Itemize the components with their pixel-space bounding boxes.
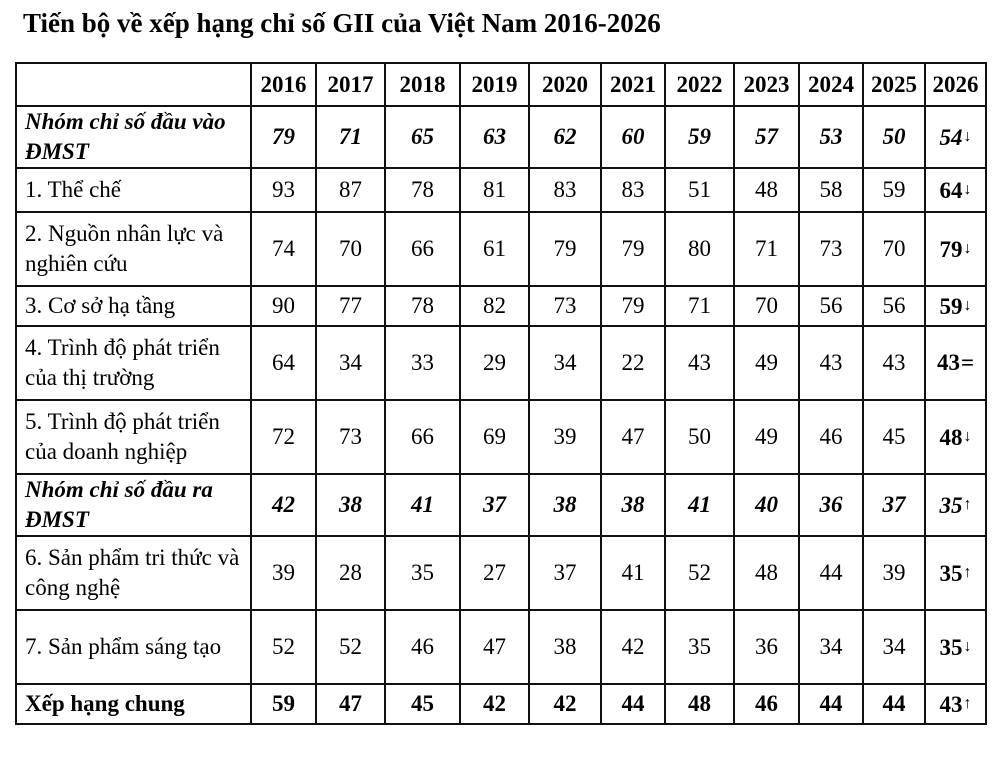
rank-cell-2022: 43 <box>665 326 734 400</box>
rank-cell-2020: 38 <box>529 610 601 684</box>
rank-value: 43 <box>939 691 963 717</box>
column-header-2024: 2024 <box>799 63 863 106</box>
rank-cell-2022: 48 <box>665 684 734 724</box>
rank-cell-2019: 47 <box>460 610 529 684</box>
table-row <box>16 400 986 474</box>
rank-cell-2021: 79 <box>601 286 665 326</box>
rank-cell-2020: 37 <box>529 536 601 610</box>
rank-cell-2023: 49 <box>734 400 799 474</box>
trend-down-icon: ↓ <box>963 637 972 655</box>
rank-cell-2018: 66 <box>385 212 460 286</box>
rank-cell-2023: 48 <box>734 536 799 610</box>
trend-up-icon: ↑ <box>963 563 972 581</box>
rank-cell-2019: 69 <box>460 400 529 474</box>
rank-value: 79 <box>939 236 963 262</box>
rank-cell-2018: 78 <box>385 168 460 212</box>
rank-cell-2025: 34 <box>863 610 925 684</box>
rank-cell-2017: 28 <box>316 536 385 610</box>
column-header-2016: 2016 <box>251 63 316 106</box>
rank-cell-2018: 46 <box>385 610 460 684</box>
trend-down-icon: ↓ <box>963 127 972 145</box>
rank-cell-2023: 36 <box>734 610 799 684</box>
rank-cell-2021: 60 <box>601 106 665 168</box>
rank-cell-2022: 35 <box>665 610 734 684</box>
rank-cell-2021: 83 <box>601 168 665 212</box>
rank-cell-2021: 22 <box>601 326 665 400</box>
rank-value: 43 <box>936 350 960 375</box>
rank-cell-2019: 29 <box>460 326 529 400</box>
rank-cell-2020: 73 <box>529 286 601 326</box>
rank-cell-2018: 78 <box>385 286 460 326</box>
rank-cell-2018: 41 <box>385 474 460 536</box>
rank-cell-2026 <box>925 610 986 684</box>
row-label: Nhóm chỉ số đầu vào ĐMST <box>16 106 251 168</box>
rank-cell-2019: 61 <box>460 212 529 286</box>
trend-down-icon: ↓ <box>963 427 972 445</box>
rank-cell-2016: 59 <box>251 684 316 724</box>
rank-cell-2022: 59 <box>665 106 734 168</box>
rank-cell-2022: 50 <box>665 400 734 474</box>
rank-cell-2016: 52 <box>251 610 316 684</box>
rank-cell-2024: 44 <box>799 684 863 724</box>
rank-cell-2024: 46 <box>799 400 863 474</box>
rank-cell-2026 <box>925 286 986 326</box>
column-header-2017: 2017 <box>316 63 385 106</box>
rank-cell-2016: 42 <box>251 474 316 536</box>
rank-cell-2017: 34 <box>316 326 385 400</box>
rank-value: 35 <box>939 492 963 518</box>
rank-cell-2019: 63 <box>460 106 529 168</box>
rank-cell-2016: 39 <box>251 536 316 610</box>
rank-cell-2019: 37 <box>460 474 529 536</box>
rank-cell-2022: 51 <box>665 168 734 212</box>
table-row <box>16 536 986 610</box>
rank-cell-2020: 83 <box>529 168 601 212</box>
rank-cell-2023: 49 <box>734 326 799 400</box>
rank-cell-2023: 57 <box>734 106 799 168</box>
row-label: Xếp hạng chung <box>16 684 251 724</box>
rank-cell-2021: 42 <box>601 610 665 684</box>
row-label: 2. Nguồn nhân lực và nghiên cứu <box>16 212 251 286</box>
trend-up-icon: ↑ <box>963 694 972 712</box>
rank-cell-2023: 70 <box>734 286 799 326</box>
rank-cell-2017: 70 <box>316 212 385 286</box>
rank-cell-2019: 42 <box>460 684 529 724</box>
rank-cell-2018: 65 <box>385 106 460 168</box>
trend-up-icon: ↑ <box>963 495 972 513</box>
column-header-2023: 2023 <box>734 63 799 106</box>
rank-cell-2026 <box>925 326 986 400</box>
rank-cell-2019: 82 <box>460 286 529 326</box>
rank-cell-2016: 90 <box>251 286 316 326</box>
row-label: Nhóm chỉ số đầu ra ĐMST <box>16 474 251 536</box>
rank-cell-2025: 70 <box>863 212 925 286</box>
trend-equal-icon: = <box>960 350 975 375</box>
rank-cell-2025: 39 <box>863 536 925 610</box>
row-label: 1. Thể chế <box>16 168 251 212</box>
row-label: 7. Sản phẩm sáng tạo <box>16 610 251 684</box>
rank-value: 35 <box>939 634 963 660</box>
rank-cell-2019: 27 <box>460 536 529 610</box>
column-header-2020: 2020 <box>529 63 601 106</box>
column-header-2026: 2026 <box>925 63 986 106</box>
rank-cell-2017: 73 <box>316 400 385 474</box>
rank-cell-2025: 45 <box>863 400 925 474</box>
rank-cell-2017: 77 <box>316 286 385 326</box>
column-header-2025: 2025 <box>863 63 925 106</box>
rank-cell-2025: 59 <box>863 168 925 212</box>
rank-cell-2017: 38 <box>316 474 385 536</box>
rank-cell-2020: 62 <box>529 106 601 168</box>
rank-value: 59 <box>939 293 963 319</box>
rank-cell-2016: 64 <box>251 326 316 400</box>
rank-cell-2020: 34 <box>529 326 601 400</box>
rank-cell-2020: 39 <box>529 400 601 474</box>
table-row <box>16 212 986 286</box>
table-row <box>16 610 986 684</box>
rank-cell-2024: 36 <box>799 474 863 536</box>
rank-cell-2016: 72 <box>251 400 316 474</box>
table-row <box>16 326 986 400</box>
rank-cell-2026 <box>925 536 986 610</box>
rank-cell-2018: 66 <box>385 400 460 474</box>
rank-cell-2023: 46 <box>734 684 799 724</box>
rank-cell-2022: 52 <box>665 536 734 610</box>
gii-ranking-table <box>15 62 987 725</box>
rank-cell-2024: 34 <box>799 610 863 684</box>
rank-cell-2016: 79 <box>251 106 316 168</box>
rank-cell-2017: 87 <box>316 168 385 212</box>
rank-cell-2026 <box>925 106 986 168</box>
row-label: 3. Cơ sở hạ tầng <box>16 286 251 326</box>
rank-cell-2026 <box>925 684 986 724</box>
trend-down-icon: ↓ <box>963 239 972 257</box>
rank-cell-2025: 50 <box>863 106 925 168</box>
column-header-2018: 2018 <box>385 63 460 106</box>
rank-cell-2022: 71 <box>665 286 734 326</box>
rank-cell-2018: 45 <box>385 684 460 724</box>
rank-value: 35 <box>939 560 963 586</box>
rank-cell-2020: 79 <box>529 212 601 286</box>
rank-cell-2022: 41 <box>665 474 734 536</box>
rank-cell-2023: 48 <box>734 168 799 212</box>
rank-cell-2019: 81 <box>460 168 529 212</box>
header-blank-cell <box>16 63 251 106</box>
rank-cell-2021: 79 <box>601 212 665 286</box>
rank-cell-2016: 93 <box>251 168 316 212</box>
rank-cell-2025: 43 <box>863 326 925 400</box>
rank-value: 48 <box>939 424 963 450</box>
rank-cell-2026 <box>925 400 986 474</box>
rank-cell-2021: 38 <box>601 474 665 536</box>
column-header-2022: 2022 <box>665 63 734 106</box>
table-row <box>16 684 986 724</box>
rank-cell-2025: 37 <box>863 474 925 536</box>
rank-cell-2023: 40 <box>734 474 799 536</box>
rank-cell-2025: 44 <box>863 684 925 724</box>
table-row <box>16 168 986 212</box>
rank-cell-2017: 52 <box>316 610 385 684</box>
rank-cell-2024: 56 <box>799 286 863 326</box>
rank-cell-2016: 74 <box>251 212 316 286</box>
rank-cell-2025: 56 <box>863 286 925 326</box>
rank-cell-2026 <box>925 168 986 212</box>
table-row <box>16 106 986 168</box>
rank-cell-2026 <box>925 212 986 286</box>
trend-down-icon: ↓ <box>963 180 972 198</box>
rank-cell-2018: 35 <box>385 536 460 610</box>
rank-cell-2021: 44 <box>601 684 665 724</box>
rank-cell-2026 <box>925 474 986 536</box>
rank-cell-2024: 53 <box>799 106 863 168</box>
rank-value: 64 <box>939 177 963 203</box>
rank-cell-2024: 73 <box>799 212 863 286</box>
page-title: Tiến bộ về xếp hạng chỉ số GII của Việt Nam 2016-2026 <box>23 8 661 38</box>
rank-cell-2024: 58 <box>799 168 863 212</box>
row-label: 4. Trình độ phát triển của thị trường <box>16 326 251 400</box>
rank-cell-2020: 38 <box>529 474 601 536</box>
rank-cell-2022: 80 <box>665 212 734 286</box>
trend-down-icon: ↓ <box>963 296 972 314</box>
rank-cell-2023: 71 <box>734 212 799 286</box>
row-label: 6. Sản phẩm tri thức và công nghệ <box>16 536 251 610</box>
rank-value: 54 <box>939 124 963 150</box>
table-row <box>16 474 986 536</box>
rank-cell-2024: 44 <box>799 536 863 610</box>
table-row <box>16 286 986 326</box>
rank-cell-2024: 43 <box>799 326 863 400</box>
rank-cell-2021: 41 <box>601 536 665 610</box>
column-header-2021: 2021 <box>601 63 665 106</box>
row-label: 5. Trình độ phát triển của doanh nghiệp <box>16 400 251 474</box>
column-header-2019: 2019 <box>460 63 529 106</box>
rank-cell-2021: 47 <box>601 400 665 474</box>
rank-cell-2018: 33 <box>385 326 460 400</box>
rank-cell-2020: 42 <box>529 684 601 724</box>
rank-cell-2017: 47 <box>316 684 385 724</box>
table-header-row <box>16 63 986 106</box>
rank-cell-2017: 71 <box>316 106 385 168</box>
